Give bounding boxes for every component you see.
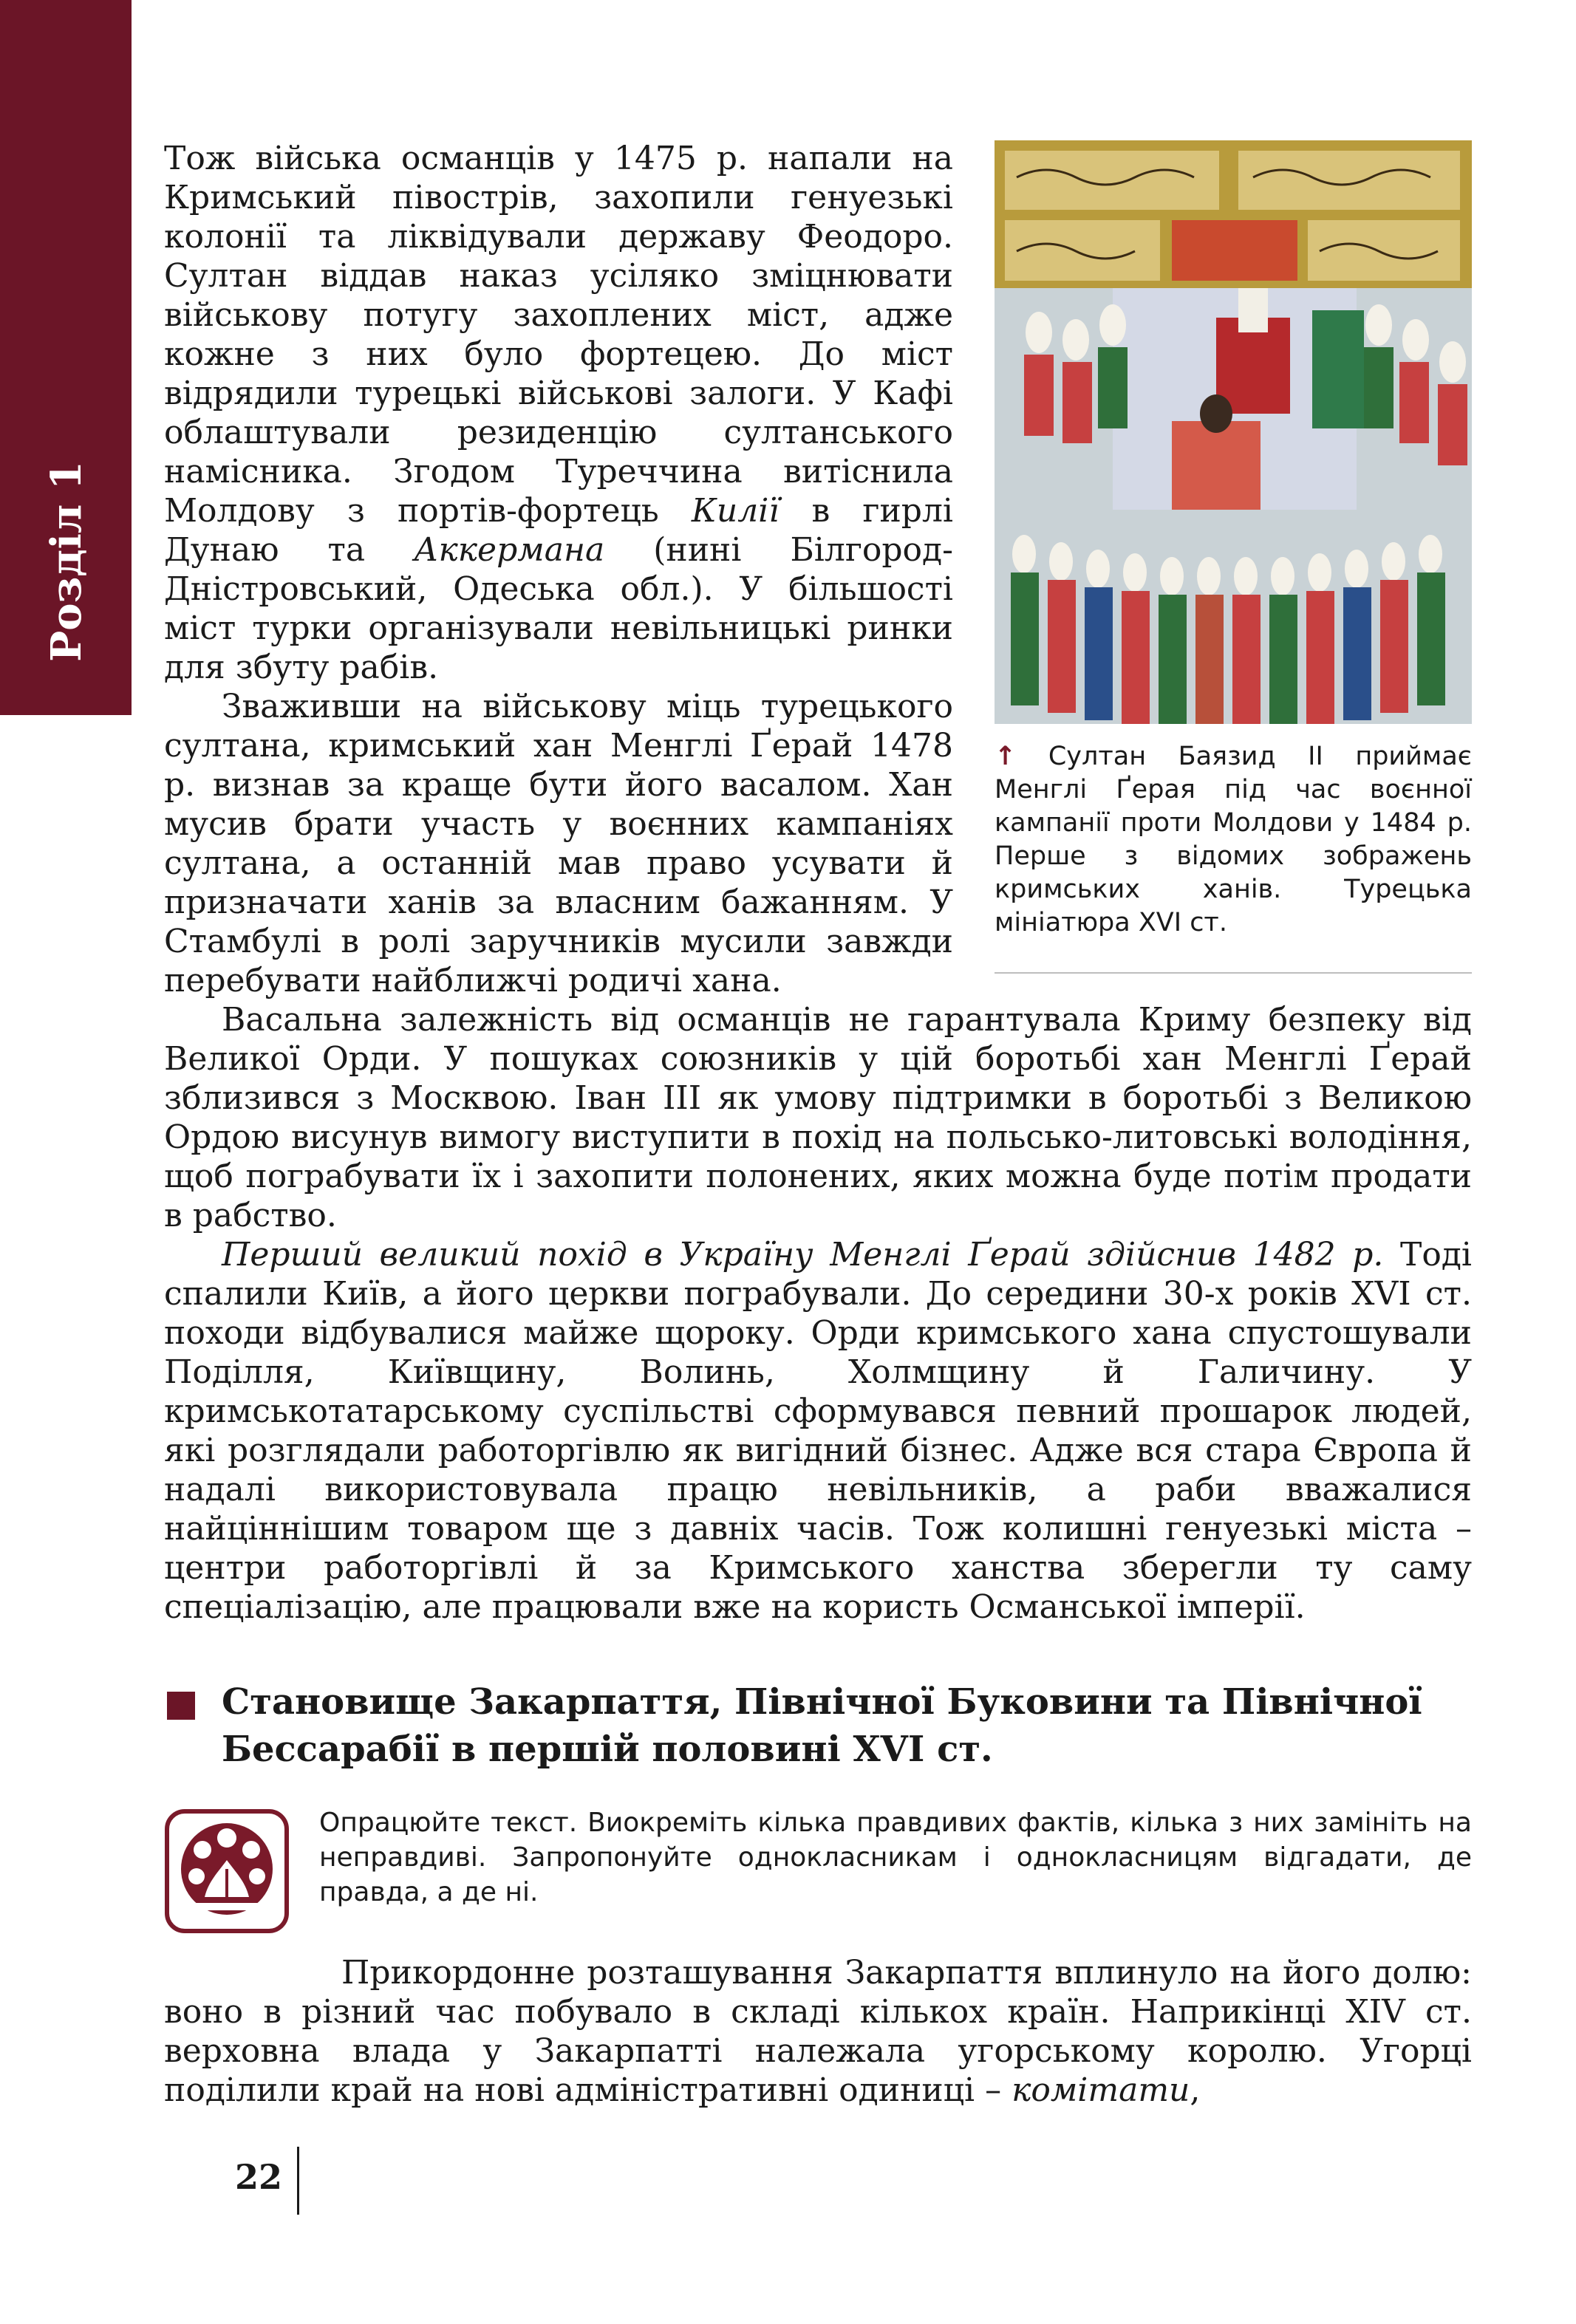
ottoman-miniature-image [995,140,1472,724]
page-number: 22 [235,2157,283,2197]
chapter-label: Розділ 1 [42,461,91,662]
paragraph-2: Зваживши на військову міць турецького султана, кримський хан Менглі Ґерай 1478 р. визнав за краще бути його васалом. Хан мусив брати участь у воєнних кампаніях султана, а останній мав право усувати й призначати ханів за власним бажанням. У Стамбулі в ролі заручників мусили завжди перебувати найближчі родичі хана. [164,688,953,999]
page-number-divider [297,2147,299,2215]
caption-divider [995,972,1472,974]
group-discussion-icon [164,1808,290,1934]
term-akkerman: Аккермана [414,531,605,569]
paragraph-3: Васальна залежність від османців не гарантувала Криму безпеку від Великої Орди. У пошуках союзників у цій боротьбі хан Менглі Ґерай зблизився з Москвою. Іван III як умову підтримки в боротьбі з Великою Ордою висунув вимогу виступити в похід на польсько-литовські володіння, щоб пограбувати їх і захопити полонених, яких можна буде потім продати в рабство. [164,1001,1472,1234]
term-kiliia: Килії [691,492,780,530]
image-caption: ↑ Султан Баязид II приймає Менглі Ґерая під час воєнної кампанії проти Молдови у 1484 р. Перше з відомих зображень кримських ханів. Турецька мініатюра XVI ст. [995,742,1472,937]
term-komitaty: комітати [1012,2071,1190,2109]
paragraph-4: Перший великий похід в Україну Менглі Ґерай здійснив 1482 р. Тоді спалили Київ, а його церкви пограбували. До середини 30-х років XVI ст. походи відбувалися майже щороку. Орди кримського хана спустошували Поділля, Київщину, Волинь, Холмщину й Галичину. У кримськотатарському суспільстві сформувався певний прошарок людей, які розглядали работоргівлю як вигідний бізнес. Адже вся стара Європа й надалі використовувала працю невільників, а раби вважалися найціннішим товаром ще з давніх часів. Тож колишні генуезькі міста – центри работоргівлі й за Кримського ханства зберегли ту саму спеціалізацію, але працювали вже на користь Османської імперії. [164,1236,1472,1626]
key-fact: Перший великий похід в Україну Менглі Ґерай здійснив 1482 р. [222,1236,1384,1274]
task-instruction: Опрацюйте текст. Виокреміть кілька правдивих фактів, кілька з них замініть на неправдиві. Запропонуйте однокласникам і однокласницям відгадати, де правда, а де ні. [319,1808,1472,1907]
heading-square-icon [167,1692,195,1720]
paragraph-1: Тож війська османців у 1475 р. напали на Кримський півострів, захопили генуезькі колонії та ліквідували державу Феодоро. Султан віддав наказ усіляко зміцнювати військову потугу захоплених міст, адже кожне з них було фортецею. До міст відрядили турецькі військові залоги. У Кафі облаштували резиденцію султанського намісника. Згодом Туреччина витіснила Молдову з портів-фортець Килії в гирлі Дунаю та Аккермана (нині Білгород-Дністровський, Одеська обл.). У більшості міст турки організували невільницькі ринки для збуту рабів. [164,140,953,686]
section-heading: Становище Закарпаття, Північної Буковини та Північної Бессарабії в першій половині XVI ст. [222,1681,1422,1770]
arrow-up-icon: ↑ [995,742,1017,771]
paragraph-5: Прикордонне розташування Закарпаття вплинуло на його долю: воно в різний час побувало в складі кількох країн. Наприкінці XIV ст. верховна влада у Закарпатті належала угорському королю. Угорці поділили край на нові адміністративні одиниці – комітати, [164,1954,1472,2109]
